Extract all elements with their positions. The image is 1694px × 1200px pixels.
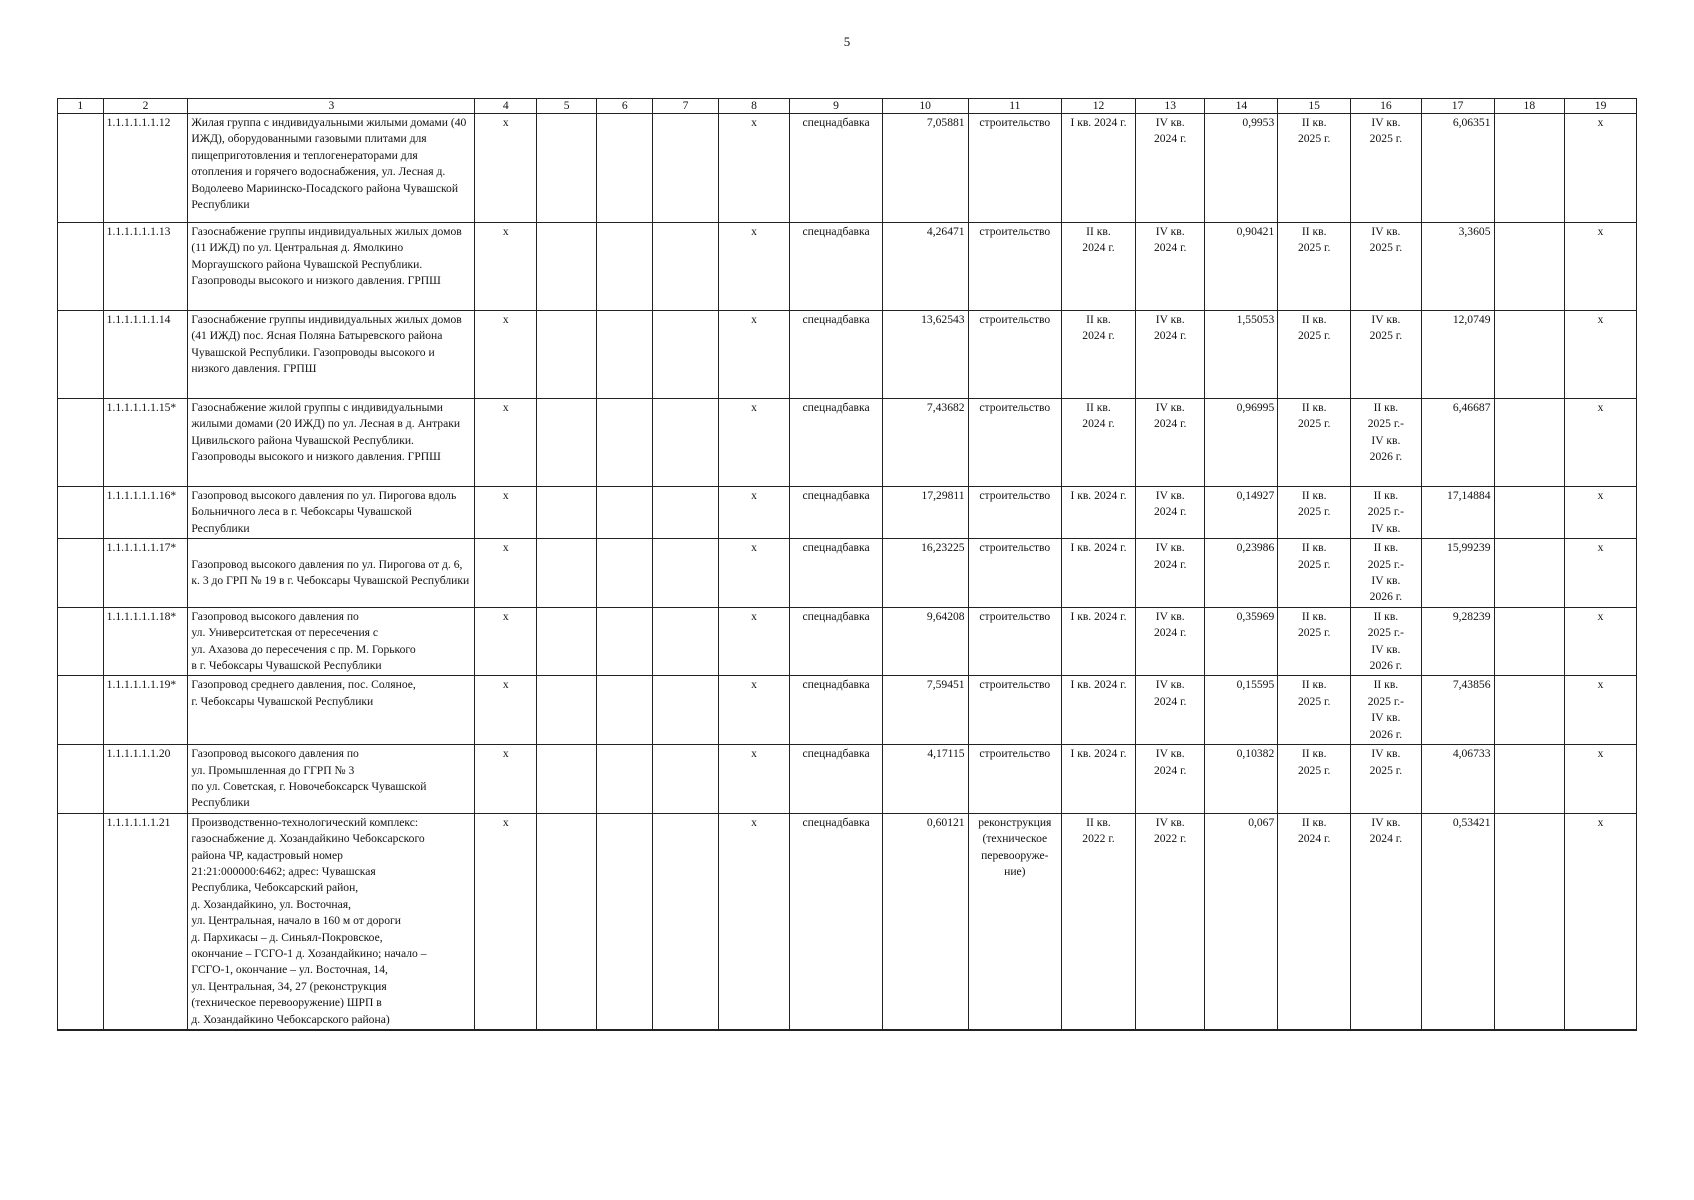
object-code: 1.1.1.1.1.1.18* xyxy=(103,607,188,676)
start-period-2: II кв. 2025 г. xyxy=(1278,539,1351,608)
end-period: IV кв. 2024 г. xyxy=(1135,399,1205,487)
column-number-5: 5 xyxy=(537,99,597,114)
table-row xyxy=(58,676,1637,745)
column-number-2: 2 xyxy=(103,99,188,114)
end-period: IV кв. 2024 г. xyxy=(1135,487,1205,539)
col8-mark: x xyxy=(718,676,790,745)
total-cost: 16,23225 xyxy=(882,539,968,608)
column-number-11: 11 xyxy=(968,99,1061,114)
value-col14: 0,23986 xyxy=(1205,539,1278,608)
col19-mark: x xyxy=(1565,399,1637,487)
empty-cell-col6 xyxy=(596,311,653,399)
empty-cell-col7 xyxy=(653,114,718,223)
table-row xyxy=(58,311,1637,399)
empty-cell-col6 xyxy=(596,114,653,223)
value-col14: 0,067 xyxy=(1205,813,1278,1030)
object-code: 1.1.1.1.1.1.20 xyxy=(103,745,188,814)
work-type: строительство xyxy=(968,676,1061,745)
end-period-2: II кв. 2025 г.- IV кв. 2026 г. xyxy=(1351,539,1422,608)
empty-cell-col1 xyxy=(58,607,104,676)
start-period: I кв. 2024 г. xyxy=(1062,114,1136,223)
col4-mark: x xyxy=(475,745,537,814)
object-description: Газоснабжение группы индивидуальных жилых домов (41 ИЖД) пос. Ясная Поляна Батыревского района Чувашской Республики. Газопроводы высокого и низкого давления. ГРПШ xyxy=(188,311,475,399)
start-period-2: II кв. 2025 г. xyxy=(1278,607,1351,676)
start-period: II кв. 2022 г. xyxy=(1062,813,1136,1030)
col8-mark: x xyxy=(718,607,790,676)
empty-cell-col18 xyxy=(1494,311,1565,399)
start-period: I кв. 2024 г. xyxy=(1062,676,1136,745)
table-row xyxy=(58,114,1637,223)
value-col17: 7,43856 xyxy=(1421,676,1494,745)
col8-mark: x xyxy=(718,399,790,487)
empty-cell-col7 xyxy=(653,813,718,1030)
col8-mark: x xyxy=(718,487,790,539)
value-col17: 3,3605 xyxy=(1421,223,1494,311)
table-row xyxy=(58,813,1637,1030)
object-description: Газопровод высокого давления по ул. Пирогова от д. 6, к. 3 до ГРП № 19 в г. Чебоксары Чувашской Республики xyxy=(188,539,475,608)
col19-mark: x xyxy=(1565,676,1637,745)
work-type: строительство xyxy=(968,539,1061,608)
empty-cell-col1 xyxy=(58,813,104,1030)
total-cost: 17,29811 xyxy=(882,487,968,539)
empty-cell-col7 xyxy=(653,676,718,745)
object-description: Производственно-технологический комплекс: газоснабжение д. Хозандайкино Чебоксарского района ЧР, кадастровый номер 21:21:000000:6462; адрес: Чувашская Республика, Чебоксарский район, д. Хозандайкино, ул. Восточная, ул. Центральная, начало в 160 м от дороги д. Пархикасы – д. Синьял-Покровское, окончание – ГСГО-1 д. Хозандайкино; начало – ГСГО-1, окончание – ул. Восточная, 14, ул. Центральная, 34, 27 (реконструкция (техническое перевооружение) ШРП в д. Хозандайкино Чебоксарского района) xyxy=(188,813,475,1030)
empty-cell-col6 xyxy=(596,539,653,608)
empty-cell-col5 xyxy=(537,745,597,814)
work-type: строительство xyxy=(968,607,1061,676)
value-col14: 0,10382 xyxy=(1205,745,1278,814)
start-period-2: II кв. 2025 г. xyxy=(1278,487,1351,539)
start-period-2: II кв. 2025 г. xyxy=(1278,311,1351,399)
column-number-4: 4 xyxy=(475,99,537,114)
empty-cell-col1 xyxy=(58,399,104,487)
start-period: II кв. 2024 г. xyxy=(1062,311,1136,399)
end-period-2: II кв. 2025 г.- IV кв. 2026 г. xyxy=(1351,607,1422,676)
empty-cell-col5 xyxy=(537,487,597,539)
empty-cell-col7 xyxy=(653,539,718,608)
column-number-9: 9 xyxy=(790,99,882,114)
table-row xyxy=(58,223,1637,311)
work-type: строительство xyxy=(968,487,1061,539)
work-type: строительство xyxy=(968,311,1061,399)
empty-cell-col7 xyxy=(653,487,718,539)
financing-source: спецнадбавка xyxy=(790,311,882,399)
total-cost: 7,43682 xyxy=(882,399,968,487)
value-col17: 12,0749 xyxy=(1421,311,1494,399)
value-col14: 0,15595 xyxy=(1205,676,1278,745)
value-col17: 4,06733 xyxy=(1421,745,1494,814)
column-number-18: 18 xyxy=(1494,99,1565,114)
start-period: II кв. 2024 г. xyxy=(1062,223,1136,311)
empty-cell-col5 xyxy=(537,676,597,745)
empty-cell-col6 xyxy=(596,223,653,311)
col19-mark: x xyxy=(1565,813,1637,1030)
column-number-19: 19 xyxy=(1565,99,1637,114)
end-period: IV кв. 2024 г. xyxy=(1135,607,1205,676)
col19-mark: x xyxy=(1565,487,1637,539)
empty-cell-col18 xyxy=(1494,813,1565,1030)
start-period-2: II кв. 2025 г. xyxy=(1278,676,1351,745)
col4-mark: x xyxy=(475,114,537,223)
work-type: строительство xyxy=(968,223,1061,311)
empty-cell-col1 xyxy=(58,539,104,608)
col4-mark: x xyxy=(475,311,537,399)
col19-mark: x xyxy=(1565,114,1637,223)
object-code: 1.1.1.1.1.1.15* xyxy=(103,399,188,487)
col4-mark: x xyxy=(475,539,537,608)
column-number-3: 3 xyxy=(188,99,475,114)
empty-cell-col5 xyxy=(537,114,597,223)
object-code: 1.1.1.1.1.1.13 xyxy=(103,223,188,311)
table-row xyxy=(58,745,1637,814)
end-period-2: IV кв. 2025 г. xyxy=(1351,311,1422,399)
col8-mark: x xyxy=(718,114,790,223)
work-type: строительство xyxy=(968,745,1061,814)
financing-source: спецнадбавка xyxy=(790,813,882,1030)
value-col14: 0,96995 xyxy=(1205,399,1278,487)
empty-cell-col18 xyxy=(1494,607,1565,676)
object-code: 1.1.1.1.1.1.14 xyxy=(103,311,188,399)
col19-mark: x xyxy=(1565,311,1637,399)
empty-cell-col6 xyxy=(596,607,653,676)
end-period-2: II кв. 2025 г.- IV кв. 2026 г. xyxy=(1351,399,1422,487)
end-period: IV кв. 2024 г. xyxy=(1135,676,1205,745)
column-number-14: 14 xyxy=(1205,99,1278,114)
empty-cell-col5 xyxy=(537,813,597,1030)
financing-source: спецнадбавка xyxy=(790,745,882,814)
column-number-1: 1 xyxy=(58,99,104,114)
value-col14: 0,9953 xyxy=(1205,114,1278,223)
object-description: Газоснабжение жилой группы с индивидуальными жилыми домами (20 ИЖД) по ул. Лесная в д. Антраки Цивильского района Чувашской Республики. Газопроводы высокого и низкого давления. ГРПШ xyxy=(188,399,475,487)
column-number-13: 13 xyxy=(1135,99,1205,114)
col8-mark: x xyxy=(718,311,790,399)
col4-mark: x xyxy=(475,813,537,1030)
table-row xyxy=(58,487,1637,539)
object-description: Газопровод высокого давления по ул. Промышленная до ГГРП № 3 по ул. Советская, г. Новочебоксарск Чувашской Республики xyxy=(188,745,475,814)
end-period-2: IV кв. 2024 г. xyxy=(1351,813,1422,1030)
work-type: реконструкция (техническое перевооруже- ние) xyxy=(968,813,1061,1030)
empty-cell-col6 xyxy=(596,813,653,1030)
total-cost: 7,59451 xyxy=(882,676,968,745)
value-col14: 0,14927 xyxy=(1205,487,1278,539)
financing-source: спецнадбавка xyxy=(790,399,882,487)
total-cost: 0,60121 xyxy=(882,813,968,1030)
empty-cell-col6 xyxy=(596,487,653,539)
object-description: Газоснабжение группы индивидуальных жилых домов (11 ИЖД) по ул. Центральная д. Ямолкино Моргаушского района Чувашской Республики. Газопроводы высокого и низкого давления. ГРПШ xyxy=(188,223,475,311)
column-number-6: 6 xyxy=(596,99,653,114)
col8-mark: x xyxy=(718,745,790,814)
column-number-7: 7 xyxy=(653,99,718,114)
value-col17: 9,28239 xyxy=(1421,607,1494,676)
empty-cell-col1 xyxy=(58,745,104,814)
end-period-2: IV кв. 2025 г. xyxy=(1351,745,1422,814)
col8-mark: x xyxy=(718,539,790,608)
col19-mark: x xyxy=(1565,223,1637,311)
table-row xyxy=(58,539,1637,608)
end-period: IV кв. 2024 г. xyxy=(1135,311,1205,399)
value-col14: 0,35969 xyxy=(1205,607,1278,676)
page-number: 5 xyxy=(843,34,851,49)
empty-cell-col6 xyxy=(596,399,653,487)
start-period: I кв. 2024 г. xyxy=(1062,745,1136,814)
column-number-15: 15 xyxy=(1278,99,1351,114)
column-number-row xyxy=(58,99,1637,114)
empty-cell-col7 xyxy=(653,223,718,311)
start-period-2: II кв. 2025 г. xyxy=(1278,223,1351,311)
empty-cell-col7 xyxy=(653,745,718,814)
empty-cell-col18 xyxy=(1494,539,1565,608)
object-code: 1.1.1.1.1.1.17* xyxy=(103,539,188,608)
object-code: 1.1.1.1.1.1.16* xyxy=(103,487,188,539)
end-period-2: IV кв. 2025 г. xyxy=(1351,114,1422,223)
financing-source: спецнадбавка xyxy=(790,607,882,676)
end-period-2: II кв. 2025 г.- IV кв. 2026 г. xyxy=(1351,676,1422,745)
col4-mark: x xyxy=(475,399,537,487)
value-col14: 1,55053 xyxy=(1205,311,1278,399)
object-description: Газопровод высокого давления по ул. Университетская от пересечения с ул. Ахазова до пересечения с пр. М. Горького в г. Чебоксары Чувашской Республики xyxy=(188,607,475,676)
table-row xyxy=(58,399,1637,487)
col8-mark: x xyxy=(718,813,790,1030)
empty-cell-col6 xyxy=(596,745,653,814)
column-number-8: 8 xyxy=(718,99,790,114)
empty-cell-col5 xyxy=(537,223,597,311)
total-cost: 4,17115 xyxy=(882,745,968,814)
col19-mark: x xyxy=(1565,745,1637,814)
empty-cell-col1 xyxy=(58,114,104,223)
end-period: IV кв. 2024 г. xyxy=(1135,223,1205,311)
empty-cell-col6 xyxy=(596,676,653,745)
investment-program-table xyxy=(57,98,1637,1031)
object-description: Газопровод высокого давления по ул. Пирогова вдоль Больничного леса в г. Чебоксары Чувашской Республики xyxy=(188,487,475,539)
empty-cell-col18 xyxy=(1494,745,1565,814)
col4-mark: x xyxy=(475,223,537,311)
col8-mark: x xyxy=(718,223,790,311)
empty-cell-col7 xyxy=(653,607,718,676)
value-col17: 0,53421 xyxy=(1421,813,1494,1030)
total-cost: 4,26471 xyxy=(882,223,968,311)
col4-mark: x xyxy=(475,607,537,676)
column-number-16: 16 xyxy=(1351,99,1422,114)
value-col17: 15,99239 xyxy=(1421,539,1494,608)
end-period: IV кв. 2022 г. xyxy=(1135,813,1205,1030)
value-col17: 6,46687 xyxy=(1421,399,1494,487)
total-cost: 9,64208 xyxy=(882,607,968,676)
total-cost: 7,05881 xyxy=(882,114,968,223)
empty-cell-col18 xyxy=(1494,223,1565,311)
object-code: 1.1.1.1.1.1.21 xyxy=(103,813,188,1030)
empty-cell-col1 xyxy=(58,311,104,399)
start-period: I кв. 2024 г. xyxy=(1062,607,1136,676)
col19-mark: x xyxy=(1565,607,1637,676)
empty-cell-col1 xyxy=(58,487,104,539)
end-period: IV кв. 2024 г. xyxy=(1135,539,1205,608)
empty-cell-col5 xyxy=(537,539,597,608)
empty-cell-col7 xyxy=(653,399,718,487)
object-description: Газопровод среднего давления, пос. Соляное, г. Чебоксары Чувашской Республики xyxy=(188,676,475,745)
work-type: строительство xyxy=(968,114,1061,223)
end-period-2: II кв. 2025 г.- IV кв. xyxy=(1351,487,1422,539)
value-col17: 6,06351 xyxy=(1421,114,1494,223)
object-description: Жилая группа с индивидуальными жилыми домами (40 ИЖД), оборудованными газовыми плитами для пищеприготовления и теплогенераторами для отопления и горячего водоснабжения, ул. Лесная д. Водолеево Мариинско-Посадского района Чувашской Республики xyxy=(188,114,475,223)
start-period: II кв. 2024 г. xyxy=(1062,399,1136,487)
start-period-2: II кв. 2025 г. xyxy=(1278,399,1351,487)
empty-cell-col18 xyxy=(1494,114,1565,223)
empty-cell-col18 xyxy=(1494,487,1565,539)
financing-source: спецнадбавка xyxy=(790,487,882,539)
col4-mark: x xyxy=(475,487,537,539)
empty-cell-col18 xyxy=(1494,399,1565,487)
start-period: I кв. 2024 г. xyxy=(1062,539,1136,608)
column-number-17: 17 xyxy=(1421,99,1494,114)
column-number-12: 12 xyxy=(1062,99,1136,114)
empty-cell-col5 xyxy=(537,607,597,676)
value-col17: 17,14884 xyxy=(1421,487,1494,539)
empty-cell-col5 xyxy=(537,311,597,399)
financing-source: спецнадбавка xyxy=(790,539,882,608)
total-cost: 13,62543 xyxy=(882,311,968,399)
empty-cell-col1 xyxy=(58,676,104,745)
start-period-2: II кв. 2025 г. xyxy=(1278,114,1351,223)
empty-cell-col5 xyxy=(537,399,597,487)
value-col14: 0,90421 xyxy=(1205,223,1278,311)
start-period-2: II кв. 2024 г. xyxy=(1278,813,1351,1030)
end-period: IV кв. 2024 г. xyxy=(1135,114,1205,223)
object-code: 1.1.1.1.1.1.12 xyxy=(103,114,188,223)
object-code: 1.1.1.1.1.1.19* xyxy=(103,676,188,745)
empty-cell-col1 xyxy=(58,223,104,311)
financing-source: спецнадбавка xyxy=(790,676,882,745)
col4-mark: x xyxy=(475,676,537,745)
empty-cell-col7 xyxy=(653,311,718,399)
end-period: IV кв. 2024 г. xyxy=(1135,745,1205,814)
col19-mark: x xyxy=(1565,539,1637,608)
financing-source: спецнадбавка xyxy=(790,114,882,223)
start-period-2: II кв. 2025 г. xyxy=(1278,745,1351,814)
table-row xyxy=(58,607,1637,676)
financing-source: спецнадбавка xyxy=(790,223,882,311)
end-period-2: IV кв. 2025 г. xyxy=(1351,223,1422,311)
column-number-10: 10 xyxy=(882,99,968,114)
table-body xyxy=(58,99,1637,1031)
start-period: I кв. 2024 г. xyxy=(1062,487,1136,539)
empty-cell-col18 xyxy=(1494,676,1565,745)
work-type: строительство xyxy=(968,399,1061,487)
